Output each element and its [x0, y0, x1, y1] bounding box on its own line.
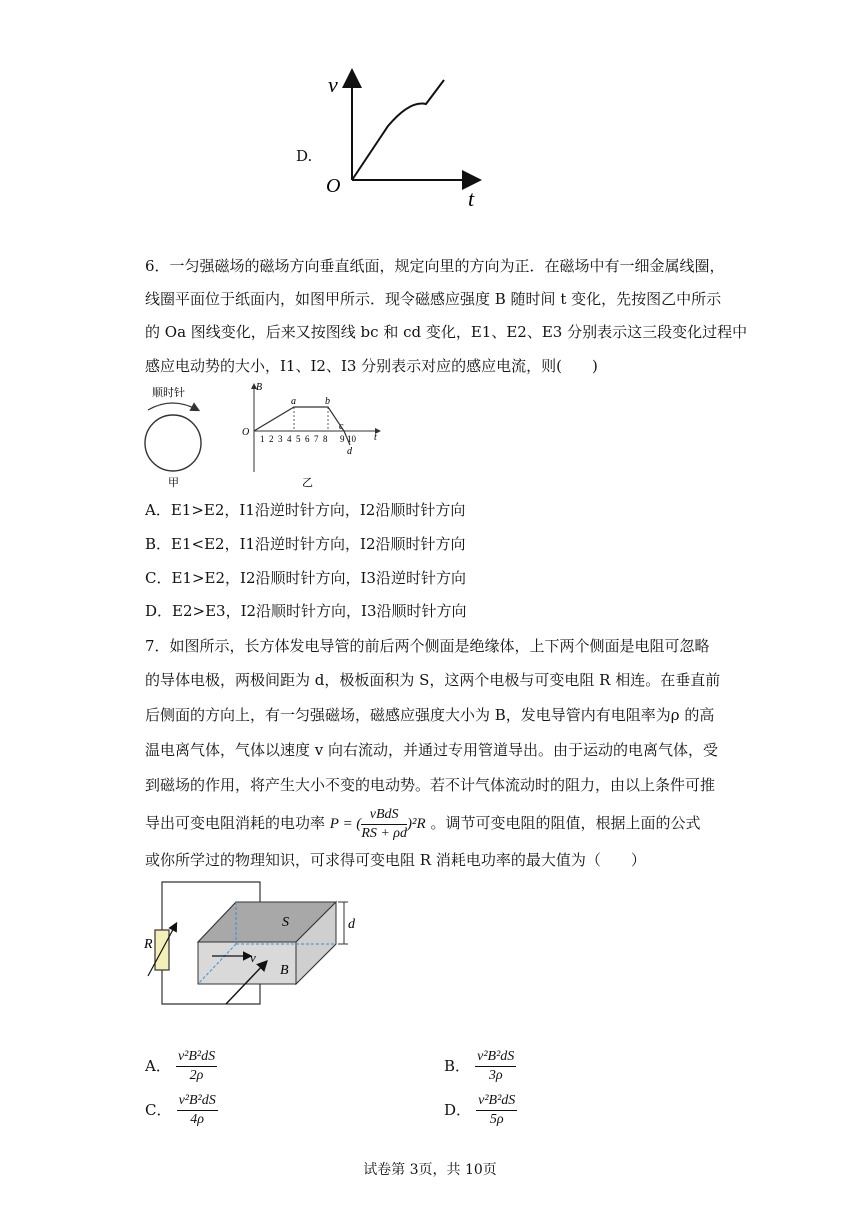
label-B: B	[280, 963, 289, 978]
point-c: c	[339, 421, 344, 432]
q7-line-3: 后侧面的方向上，有一匀强磁场，磁感应强度大小为 B，发电导管内有电阻率为ρ 的高	[145, 706, 715, 724]
q7-last-line: 或你所学过的物理知识，可求得可变电阻 R 消耗电功率的最大值为（ ）	[145, 851, 646, 869]
q7-option-c[interactable]: C． $\frac{\text{v²B²dS}}{4\rho}$	[145, 1093, 216, 1127]
q6-option-c[interactable]: C．E1>E2，I2沿顺时针方向，I3沿逆时针方向	[145, 569, 466, 587]
fig-jia-caption: 甲	[168, 477, 179, 489]
q7-line-2: 的导体电极，两极间距为 d，极板面积为 S，这两个电极与可变电阻 R 相连。在垂直前	[145, 671, 721, 689]
label-v: v	[250, 950, 256, 965]
q6-line-2: 线圈平面位于纸面内，如图甲所示．现令磁感应强度 B 随时间 t 变化，先按图乙中所示	[145, 290, 722, 308]
svg-text:4: 4	[287, 434, 292, 444]
formula-rhs: )²R	[407, 816, 426, 832]
b-axis-label: B	[256, 382, 263, 393]
svg-text:6: 6	[305, 434, 310, 444]
svg-text:2: 2	[269, 434, 274, 444]
point-b: b	[325, 396, 330, 407]
q6-fig-yi	[236, 380, 386, 490]
svg-text:10: 10	[347, 434, 356, 444]
v-axis-label: v	[328, 72, 338, 97]
label-S: S	[282, 915, 289, 930]
origin-label: O	[242, 427, 250, 438]
q5-option-d-label: D.	[296, 147, 313, 165]
origin-label: O	[326, 175, 341, 197]
q7-generator-figure	[142, 880, 372, 1010]
formula-lhs: P = (	[329, 816, 362, 832]
q7-line-1: 7．如图所示，长方体发电导管的前后两个侧面是绝缘体，上下两个侧面是电阻可忽略	[145, 637, 710, 655]
page-footer: 试卷第 3页，共 10页	[363, 1162, 497, 1178]
clockwise-arrow-icon	[148, 403, 198, 410]
svg-text:7: 7	[314, 434, 319, 444]
svg-text:5: 5	[296, 434, 301, 444]
formula-fraction: $\frac{\text{vBdS}}{RS + \rho d}$	[361, 806, 408, 841]
label-R: R	[144, 937, 153, 952]
coil-circle	[145, 415, 201, 471]
point-a: a	[291, 396, 296, 407]
t-tick-labels	[260, 434, 357, 444]
svg-text:8: 8	[323, 434, 328, 444]
q6-option-d[interactable]: D．E2>E3，I2沿顺时针方向，I3沿顺时针方向	[145, 602, 467, 620]
q6-line-4: 感应电动势的大小，I1、I2、I3 分别表示对应的感应电流，则( )	[145, 357, 598, 375]
q7-formula-line: 导出可变电阻消耗的电功率 P = ( $\frac{\text{vBdS}}{RS + \rho d}$ )²R 。调节可变电阻的阻值，根据上面的公式	[145, 806, 701, 841]
fig-yi-caption: 乙	[302, 477, 313, 489]
q7-line-5: 到磁场的作用，将产生大小不变的电动势。若不计气体流动时的阻力，由以上条件可推	[145, 776, 716, 794]
q6-fig-jia	[140, 382, 210, 492]
q6-option-b[interactable]: B．E1<E2，I1沿逆时针方向，I2沿顺时针方向	[145, 535, 466, 553]
label-d: d	[348, 917, 355, 932]
q7-option-d[interactable]: D． $\frac{\text{v²B²dS}}{5\rho}$	[444, 1093, 516, 1127]
svg-text:9: 9	[340, 434, 345, 444]
clockwise-label: 顺时针	[152, 387, 185, 399]
t-axis-label: t	[374, 432, 377, 443]
q6-line-1: 6．一匀强磁场的磁场方向垂直纸面，规定向里的方向为正．在磁场中有一细金属线圈，	[145, 257, 725, 275]
point-d: d	[347, 446, 352, 457]
svg-text:3: 3	[278, 434, 283, 444]
q7-line-4: 温电离气体，气体以速度 v 向右流动，并通过专用管道导出。由于运动的电离气体，受	[145, 741, 719, 759]
q5-velocity-time-graph	[318, 68, 488, 213]
t-axis-label: t	[468, 186, 475, 211]
svg-text:1: 1	[260, 434, 265, 444]
q7-option-a[interactable]: A． $\frac{\text{v²B²dS}}{2\rho}$	[145, 1049, 216, 1083]
q6-line-3: 的 Oa 图线变化，后来又按图线 bc 和 cd 变化，E1、E2、E3 分别表示这三段变化过程中	[145, 323, 748, 341]
velocity-curve	[352, 80, 444, 180]
q6-option-a[interactable]: A．E1>E2，I1沿逆时针方向，I2沿顺时针方向	[145, 501, 466, 519]
q7-option-b[interactable]: B． $\frac{\text{v²B²dS}}{3\rho}$	[444, 1049, 515, 1083]
